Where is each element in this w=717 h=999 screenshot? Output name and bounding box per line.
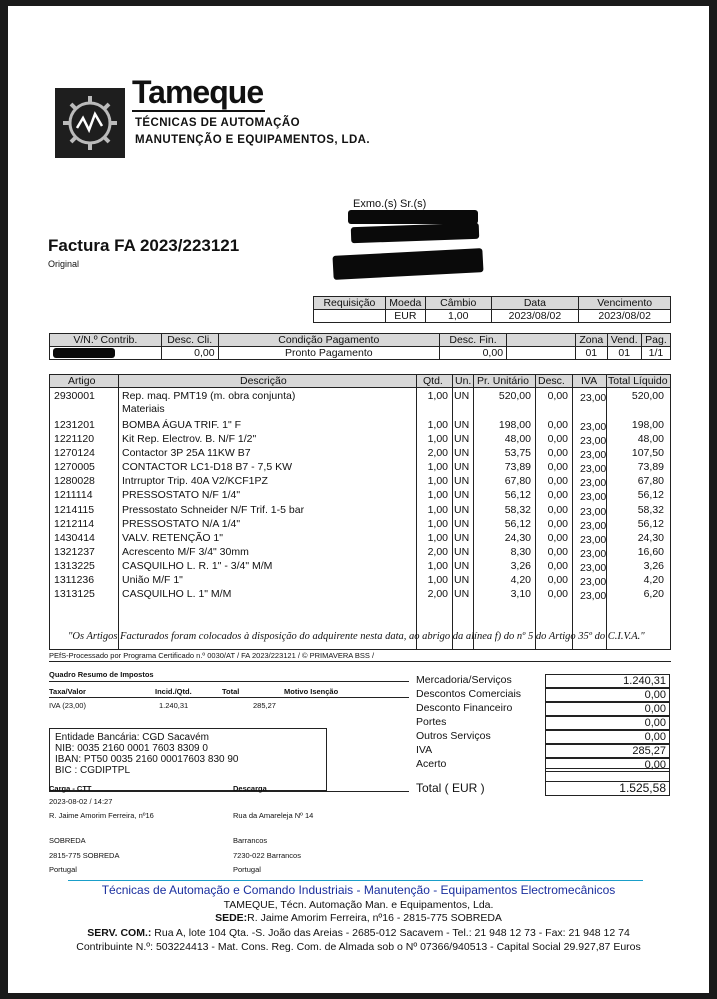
item-desc: Intrruptor Trip. 40A V2/KCF1PZ [122, 475, 268, 487]
col-vend: Vend. [607, 334, 641, 347]
footer-company: TAMEQUE, Técn. Automação Man. e Equipamentos, Lda. [223, 899, 494, 911]
item-iva: 23,00 [580, 520, 607, 532]
footer-serv [8, 927, 709, 939]
col-moeda: Moeda [385, 297, 425, 310]
val-pag: 1/1 [641, 347, 670, 360]
redaction [332, 248, 483, 280]
bank-details [49, 728, 327, 791]
val-data: 2023/08/02 [491, 310, 579, 323]
item-dsc: 0,00 [547, 419, 568, 431]
item-pu: 56,12 [504, 489, 531, 501]
item-iva: 23,00 [580, 435, 607, 447]
item-iva: 23,00 [580, 562, 607, 574]
items-col-un: Un. [455, 375, 472, 387]
total-value: 0,00 [545, 758, 670, 772]
carga-label: Carga - CTT [49, 784, 92, 793]
item-iva: 23,00 [580, 590, 607, 602]
item-total: 58,32 [637, 504, 664, 516]
footer-serv-text: Rua A, lote 104 Qta. -S. João das Areias - 2685-012 Sacavem - Tel.: 21 948 12 73 - Fax: 21 948 12 74 [151, 927, 630, 939]
tax-row-incid: 1.240,31 [159, 701, 189, 710]
item-pu: 198,00 [498, 419, 531, 431]
item-qtd: 2,00 [427, 546, 448, 558]
item-total: 3,26 [643, 560, 664, 572]
item-total: 4,20 [643, 574, 664, 586]
carga-address: R. Jaime Amorim Ferreira, nº16 [49, 811, 154, 820]
item-dsc: 0,00 [547, 532, 568, 544]
item-artigo: 1214115 [54, 504, 95, 516]
item-artigo: 1212114 [54, 518, 95, 530]
total-label: IVA [416, 744, 433, 756]
col-divider [473, 375, 474, 649]
footer-sede [8, 912, 709, 924]
val-vend: 01 [607, 347, 641, 360]
item-desc: PRESSOSTATO N/A 1/4" [122, 518, 241, 530]
item-desc: Pressostato Schneider N/F Trif. 1-5 bar [122, 504, 305, 516]
col-data: Data [491, 297, 579, 310]
val-desc-cli: 0,00 [161, 347, 218, 360]
item-un: UN [454, 532, 470, 544]
item-qtd: 1,00 [427, 419, 448, 431]
col-desc-fin: Desc. Fin. [440, 334, 507, 347]
footer-sede-text: R. Jaime Amorim Ferreira, nº16 - 2815-775 SOBREDA [247, 912, 502, 924]
item-qtd: 2,00 [427, 588, 448, 600]
carga-zip: 2815-775 SOBREDA [49, 851, 120, 860]
descarga-country: Portugal [233, 865, 261, 874]
item-dsc: 0,00 [547, 588, 568, 600]
item-dsc: 0,00 [547, 433, 568, 445]
items-table [49, 374, 671, 650]
items-col-desc: Desc. [538, 375, 565, 387]
item-pu: 3,10 [510, 588, 531, 600]
item-desc: CONTACTOR LC1-D18 B7 - 7,5 KW [122, 461, 292, 473]
total-label: Acerto [416, 758, 447, 770]
items-col-pu: Pr. Unitário [477, 375, 529, 387]
item-iva: 23,00 [580, 534, 607, 546]
footer-divider [68, 880, 643, 881]
tax-col-total: Total [222, 687, 240, 696]
item-qtd: 1,00 [427, 560, 448, 572]
tax-row-total: 285,27 [253, 701, 276, 710]
item-pu: 73,89 [504, 461, 531, 473]
tax-summary-title: Quadro Resumo de Impostos [49, 670, 154, 679]
invoice-subtitle: Original [48, 259, 80, 269]
item-un: UN [454, 560, 470, 572]
item-qtd: 1,00 [427, 504, 448, 516]
items-col-qtd: Qtd. [423, 375, 443, 387]
total-value: 0,00 [545, 702, 670, 716]
bank-bic: BIC : CGDIPTPL [55, 765, 131, 776]
item-desc: CASQUILHO L. R. 1" - 3/4" M/M [122, 560, 273, 572]
header-table-payment [49, 333, 671, 360]
item-total: 48,00 [637, 433, 664, 445]
item-desc: Rep. maq. PMT19 (m. obra conjunta) [122, 390, 296, 402]
col-divider [572, 375, 573, 649]
item-desc: CASQUILHO L. 1" M/M [122, 588, 232, 600]
item-dsc: 0,00 [547, 574, 568, 586]
items-col-descricao: Descrição [240, 375, 287, 387]
item-pu: 48,00 [504, 433, 531, 445]
item-pu: 56,12 [504, 518, 531, 530]
val-requisicao [314, 310, 386, 323]
item-pu: 3,26 [510, 560, 531, 572]
footer-serv-label: SERV. COM.: [87, 927, 152, 939]
val-contrib [50, 347, 162, 360]
total-label: Portes [416, 716, 447, 728]
item-un: UN [454, 546, 470, 558]
item-artigo: 1211114 [54, 489, 93, 501]
item-iva: 23,00 [580, 576, 607, 588]
col-empty [507, 334, 576, 347]
header-table-dates [313, 296, 671, 323]
item-dsc: 0,00 [547, 489, 568, 501]
item-iva: 23,00 [580, 449, 607, 461]
total-label: Outros Serviços [416, 730, 491, 742]
items-col-artigo: Artigo [68, 375, 96, 387]
total-value: 0,00 [545, 730, 670, 744]
item-un: UN [454, 489, 470, 501]
item-pu: 8,30 [510, 546, 531, 558]
col-divider [535, 375, 536, 649]
item-dsc: 0,00 [547, 546, 568, 558]
total-label: Mercadoria/Serviços [416, 674, 512, 686]
item-pu: 67,80 [504, 475, 531, 487]
item-pu: 520,00 [498, 390, 531, 402]
item-un: UN [454, 574, 470, 586]
item-pu: 53,75 [504, 447, 531, 459]
item-dsc: 0,00 [547, 461, 568, 473]
item-total: 67,80 [637, 475, 664, 487]
divider [49, 681, 409, 682]
grand-total-label: Total ( EUR ) [416, 781, 485, 795]
carga-date: 2023-08-02 / 14:27 [49, 797, 113, 806]
item-dsc: 0,00 [547, 504, 568, 516]
item-total: 6,20 [643, 588, 664, 600]
item-iva: 23,00 [580, 548, 607, 560]
item-qtd: 1,00 [427, 532, 448, 544]
items-col-total: Total Líquido [608, 375, 668, 387]
legal-note: "Os Artigos Facturados foram colocados à disposição do adquirente nesta data, ao abrigo da alínea f) do nº 5 do Artigo 35º do C.I.V.A." [68, 631, 645, 642]
item-desc: Materiais [122, 403, 165, 415]
footer-contrib: Contribuinte N.º: 503224413 - Mat. Cons. Reg. Com. de Almada sob o Nº 07366/940513 - Capital Social 29.927,87 Euros [76, 941, 641, 953]
item-qtd: 1,00 [427, 518, 448, 530]
item-dsc: 0,00 [547, 447, 568, 459]
col-desc-cli: Desc. Cli. [161, 334, 218, 347]
item-artigo: 1270124 [54, 447, 95, 459]
val-cambio: 1,00 [425, 310, 491, 323]
item-qtd: 1,00 [427, 489, 448, 501]
item-iva: 23,00 [580, 392, 607, 404]
col-condicao: Condição Pagamento [218, 334, 439, 347]
item-iva: 23,00 [580, 491, 607, 503]
val-desc-fin: 0,00 [440, 347, 507, 360]
item-desc: Kit Rep. Electrov. B. N/F 1/2" [122, 433, 257, 445]
descarga-city: Barrancos [233, 836, 268, 845]
item-dsc: 0,00 [547, 560, 568, 572]
item-iva: 23,00 [580, 477, 607, 489]
divider [49, 697, 409, 698]
val-empty [507, 347, 576, 360]
invoice-title: Factura FA 2023/223121 [48, 236, 240, 255]
redaction [351, 223, 479, 243]
tax-col-motivo: Motivo Isenção [284, 687, 339, 696]
item-un: UN [454, 390, 470, 402]
descarga-zip: 7230-022 Barrancos [233, 851, 301, 860]
tax-col-taxa: Taxa/Valor [49, 687, 86, 696]
carga-city: SOBREDA [49, 836, 86, 845]
col-contrib: V/N.º Contrib. [50, 334, 162, 347]
customer-salutation: Exmo.(s) Sr.(s) [353, 198, 427, 210]
item-total: 56,12 [637, 489, 664, 501]
totals-spacer-box [545, 768, 670, 782]
item-total: 107,50 [631, 447, 664, 459]
col-zona: Zona [576, 334, 607, 347]
total-value: 1.240,31 [545, 674, 670, 688]
item-artigo: 1430414 [54, 532, 95, 544]
total-label: Descontos Comerciais [416, 688, 522, 700]
item-pu: 24,30 [504, 532, 531, 544]
total-value: 0,00 [545, 688, 670, 702]
bank-iban: IBAN: PT50 0035 2160 00017603 830 90 [55, 754, 239, 765]
item-desc: União M/F 1" [122, 574, 183, 586]
val-vencimento: 2023/08/02 [579, 310, 671, 323]
item-un: UN [454, 518, 470, 530]
item-qtd: 1,00 [427, 461, 448, 473]
col-divider [416, 375, 417, 649]
item-un: UN [454, 447, 470, 459]
item-desc: BOMBA ÁGUA TRIF. 1" F [122, 419, 242, 431]
company-line1: TÉCNICAS DE AUTOMAÇÃO [135, 117, 300, 129]
item-artigo: 1231201 [54, 419, 95, 431]
item-un: UN [454, 475, 470, 487]
item-un: UN [454, 504, 470, 516]
carga-country: Portugal [49, 865, 77, 874]
item-artigo: 1321237 [54, 546, 95, 558]
val-condicao: Pronto Pagamento [218, 347, 439, 360]
item-un: UN [454, 588, 470, 600]
item-artigo: 1280028 [54, 475, 95, 487]
col-requisicao: Requisição [314, 297, 386, 310]
footer-tagline: Técnicas de Automação e Comando Industriais - Manutenção - Equipamentos Electromecânicos [101, 883, 616, 897]
item-total: 73,89 [637, 461, 664, 473]
item-desc: VALV. RETENÇÃO 1" [122, 532, 223, 544]
col-cambio: Câmbio [425, 297, 491, 310]
grand-total-value: 1.525,58 [545, 781, 670, 796]
item-dsc: 0,00 [547, 475, 568, 487]
divider [49, 661, 671, 662]
redaction [348, 210, 478, 224]
item-qtd: 1,00 [427, 433, 448, 445]
item-artigo: 1270005 [54, 461, 95, 473]
item-total: 198,00 [631, 419, 664, 431]
total-value: 285,27 [545, 744, 670, 758]
bank-entity: Entidade Bancária: CGD Sacavém [55, 732, 209, 743]
item-iva: 23,00 [580, 421, 607, 433]
footer-sede-label: SEDE: [215, 912, 248, 924]
col-pag: Pag. [641, 334, 670, 347]
item-pu: 4,20 [510, 574, 531, 586]
item-dsc: 0,00 [547, 518, 568, 530]
val-moeda: EUR [385, 310, 425, 323]
processing-text: PEfS-Processado por Programa Certificado n.º 0030/AT / FA 2023/223121 / © PRIMAVERA BSS / [49, 651, 375, 660]
item-qtd: 1,00 [427, 475, 448, 487]
company-line2: MANUTENÇÃO E EQUIPAMENTOS, LDA. [135, 134, 370, 146]
redaction [53, 348, 115, 358]
item-pu: 58,32 [504, 504, 531, 516]
brand-underline [132, 110, 265, 112]
col-vencimento: Vencimento [579, 297, 671, 310]
item-qtd: 2,00 [427, 447, 448, 459]
item-un: UN [454, 461, 470, 473]
item-desc: PRESSOSTATO N/F 1/4" [122, 489, 241, 501]
item-dsc: 0,00 [547, 390, 568, 402]
col-divider [452, 375, 453, 649]
items-col-iva: IVA [581, 375, 598, 387]
val-zona: 01 [576, 347, 607, 360]
item-total: 520,00 [631, 390, 664, 402]
tax-row-taxa: IVA (23,00) [49, 701, 86, 710]
invoice-page [8, 6, 709, 993]
item-artigo: 1311236 [54, 574, 95, 586]
item-un: UN [454, 433, 470, 445]
item-artigo: 2930001 [54, 390, 95, 402]
company-brand: Tameque [132, 74, 264, 110]
col-divider [118, 375, 119, 649]
item-artigo: 1313225 [54, 560, 95, 572]
item-desc: Contactor 3P 25A 11KW B7 [122, 447, 251, 459]
items-header-bg [50, 375, 670, 388]
item-total: 56,12 [637, 518, 664, 530]
item-total: 24,30 [637, 532, 664, 544]
item-iva: 23,00 [580, 463, 607, 475]
descarga-label: Descarga [233, 784, 267, 793]
item-artigo: 1221120 [54, 433, 95, 445]
item-iva: 23,00 [580, 506, 607, 518]
bank-nib: NIB: 0035 2160 0001 7603 8309 0 [55, 743, 208, 754]
item-qtd: 1,00 [427, 390, 448, 402]
item-un: UN [454, 419, 470, 431]
item-desc: Acrescento M/F 3/4" 30mm [122, 546, 249, 558]
company-logo-icon [55, 88, 125, 158]
item-total: 16,60 [637, 546, 664, 558]
item-qtd: 1,00 [427, 574, 448, 586]
item-artigo: 1313125 [54, 588, 95, 600]
descarga-address: Rua da Amareleja Nº 14 [233, 811, 314, 820]
total-label: Desconto Financeiro [416, 702, 513, 714]
divider [49, 791, 409, 792]
tax-col-incid: Incid./Qtd. [155, 687, 192, 696]
total-value: 0,00 [545, 716, 670, 730]
